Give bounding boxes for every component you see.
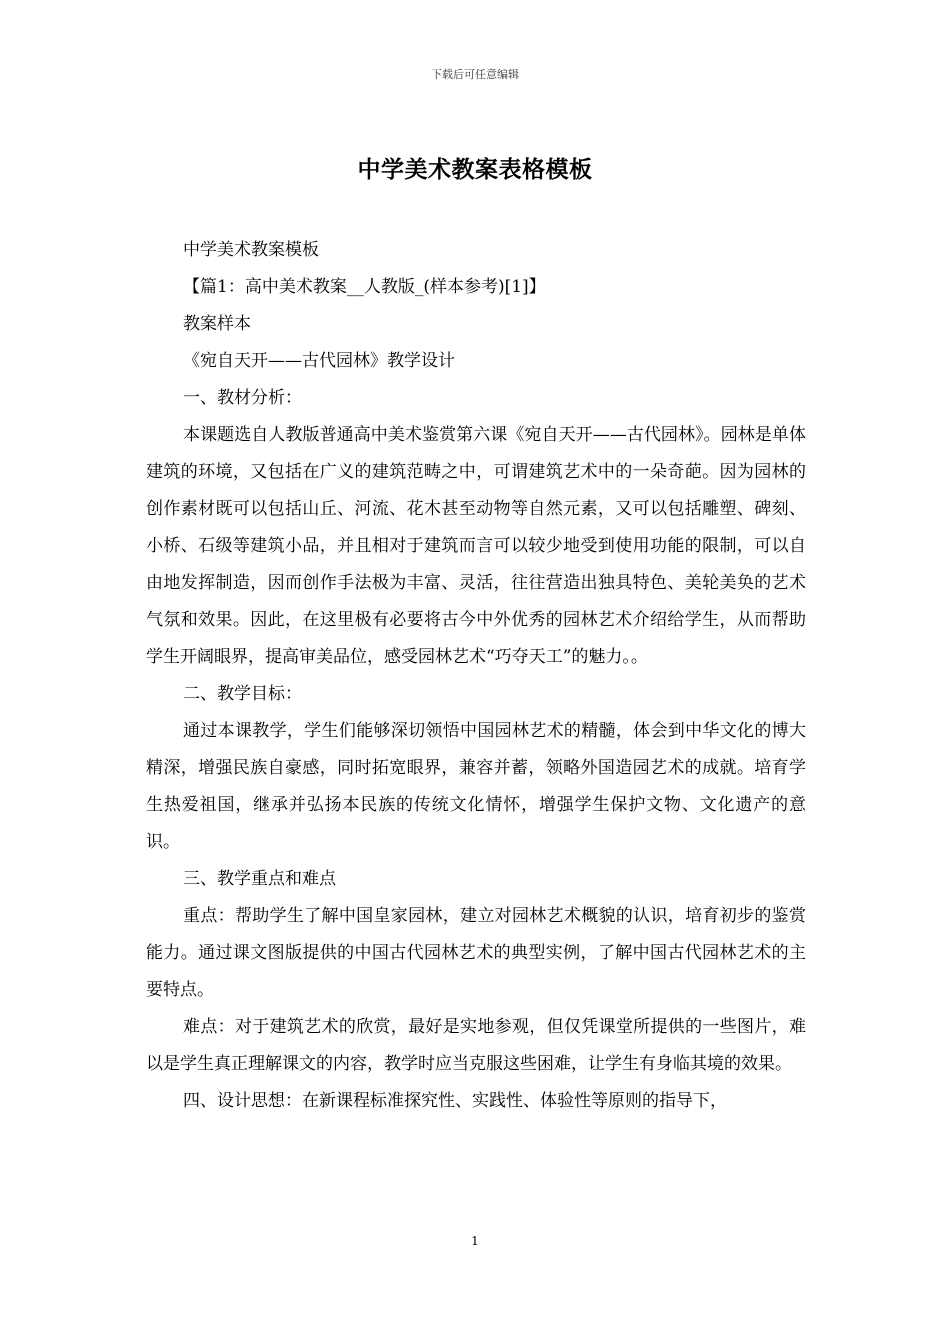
document-title: 中学美术教案表格模板 — [357, 156, 593, 183]
paragraph-lesson-title: 《宛自天开——古代园林》教学设计 — [183, 351, 455, 371]
paragraph-difficulties: 难点：对于建筑艺术的欣赏，最好是实地参观，但仅凭课堂所提供的一些图片，难以是学生真正理解课文的内容，教学时应当克服这些困难，让学生有身临其境的效果。 — [146, 1017, 806, 1074]
paragraph-design-thinking: 四、设计思想：在新课程标准探究性、实践性、体验性等原则的指导下， — [183, 1091, 727, 1111]
heading-material-analysis: 一、教材分析： — [183, 388, 302, 408]
paragraph-section-heading: 【篇1：高中美术教案__人教版_(样本参考)[1]】 — [183, 277, 546, 297]
page-number: 1 — [471, 1234, 479, 1248]
paragraph-sample-label: 教案样本 — [183, 314, 251, 334]
paragraph-template-name: 中学美术教案模板 — [183, 240, 319, 260]
paragraph-key-points: 重点：帮助学生了解中国皇家园林，建立对园林艺术概貌的认识，培育初步的鉴赏能力。通过课文图版提供的中国古代园林艺术的典型实例，了解中国古代园林艺术的主要特点。 — [146, 906, 806, 1000]
document-body — [146, 232, 806, 1120]
heading-teaching-goals: 二、教学目标： — [183, 684, 302, 704]
heading-key-points: 三、教学重点和难点 — [183, 869, 336, 889]
paragraph-material-analysis: 本课题选自人教版普通高中美术鉴赏第六课《宛自天开——古代园林》。园林是单体建筑的环境，又包括在广义的建筑范畴之中，可谓建筑艺术中的一朵奇葩。因为园林的创作素材既可以包括山丘、河流、花木甚至动物等自然元素，又可以包括雕塑、碑刻、小桥、石级等建筑小品，并且相对于建筑而言可以较少地受到使用功能的限制，可以自由地发挥制造，因而创作手法极为丰富、灵活，往往营造出独具特色、美轮美奂的艺术气氛和效果。因此，在这里极有必要将古今中外优秀的园林艺术介绍给学生，从而帮助学生开阔眼界，提高审美品位，感受园林艺术“巧夺天工”的魅力。。 — [146, 425, 806, 667]
page-header: 下载后可任意编辑 — [431, 68, 519, 81]
paragraph-teaching-goals: 通过本课教学，学生们能够深切领悟中国园林艺术的精髓，体会到中华文化的博大精深，增强民族自豪感，同时拓宽眼界，兼容并蓄，领略外国造园艺术的成就。培育学生热爱祖国，继承并弘扬本民族的传统文化情怀，增强学生保护文物、文化遗产的意识。 — [146, 721, 806, 852]
